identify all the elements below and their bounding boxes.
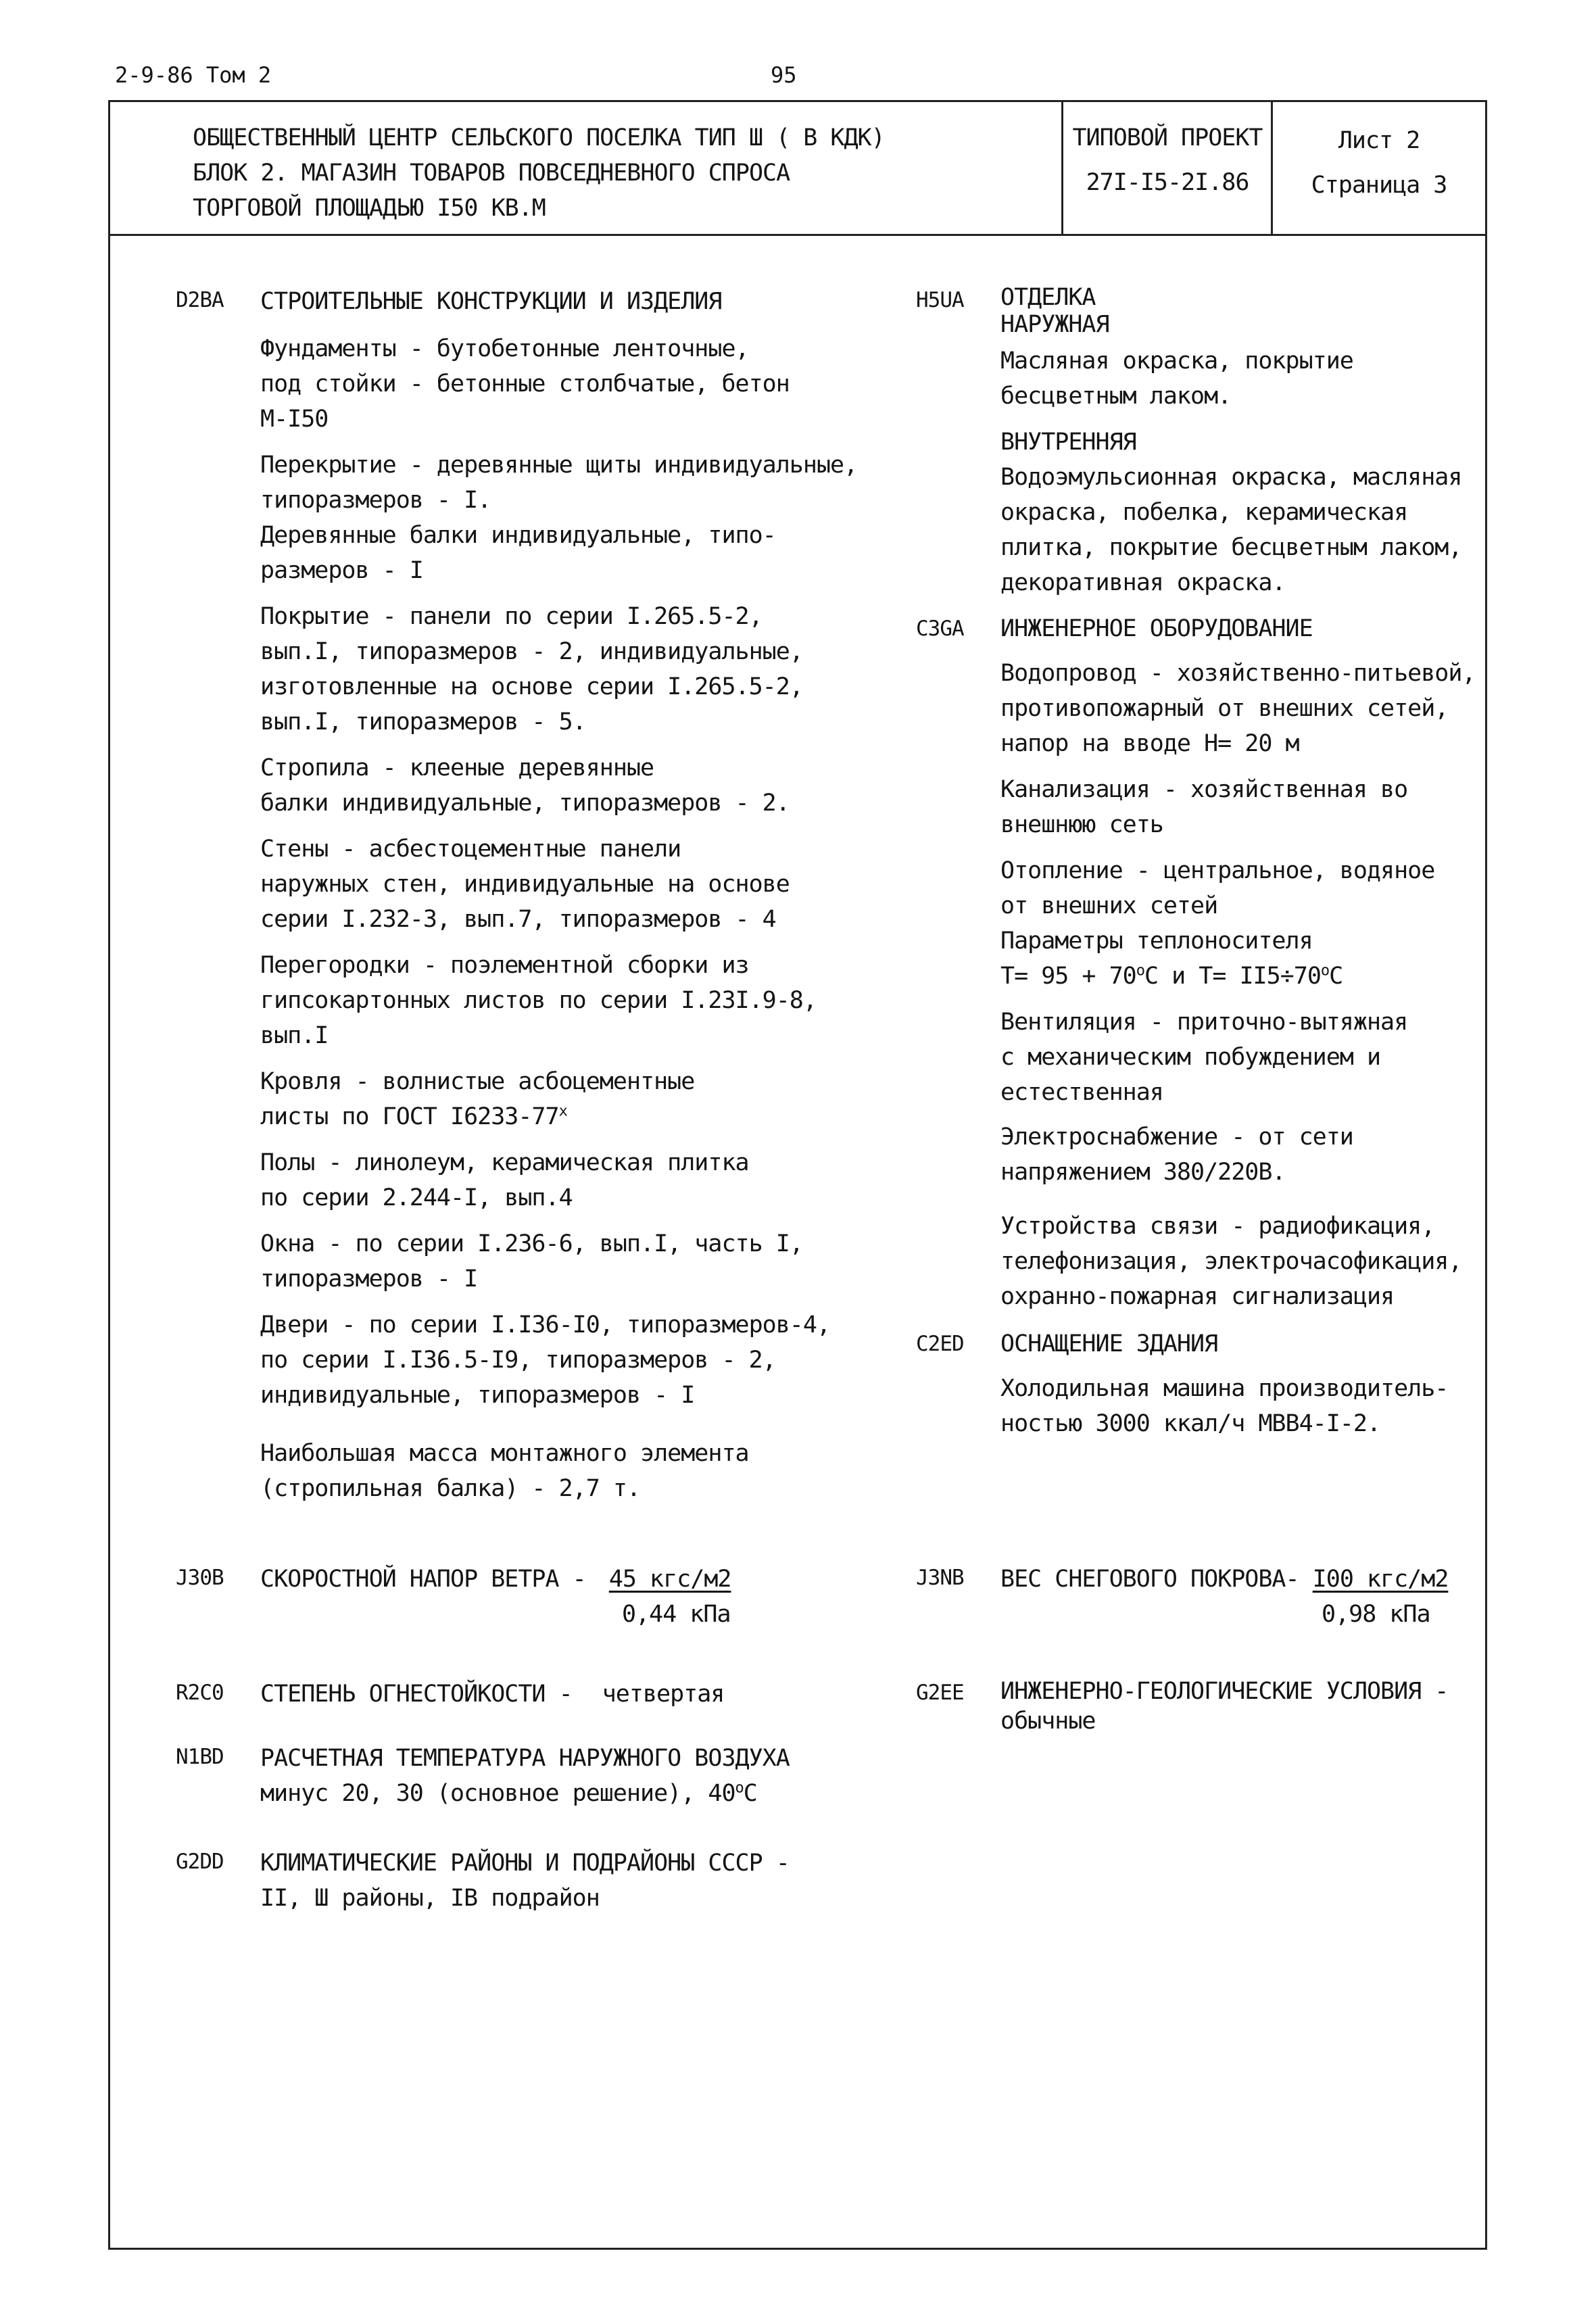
section-heading: ИНЖЕНЕРНОЕ ОБОРУДОВАНИЕ (1000, 615, 1313, 642)
classification-code: G2EE (916, 1681, 964, 1705)
geology-value: обычные (1000, 1708, 1096, 1735)
fire-value: четвертая (602, 1681, 725, 1708)
temperature-value: минус 20, 30 (основное решение), $40^оС$ (260, 1779, 757, 1807)
climate-regions (176, 1845, 892, 1916)
construction-item-beams: Деревянные балки индивидуальные, типо- размеров - I (260, 522, 776, 584)
building-equipment (916, 1326, 1484, 1441)
page-number: 95 (771, 62, 797, 88)
construction-item-walls: Стены - асбестоцементные панели наружных стен, индивидуальные на основе серии I.232-3, вып.7, типоразмеров - 4 (260, 836, 790, 933)
geological-conditions (916, 1676, 1484, 1736)
construction-item-rafters: Стропила - клееные деревянные балки индивидуальные, типоразмеров - 2. (260, 754, 790, 817)
construction-item-windows: Окна - по серии I.236-6, вып.I, часть I, типоразмеров - I (260, 1230, 803, 1293)
snow-value-kpa: 0,98 кПа (1322, 1601, 1430, 1628)
equipment-item-ventilation: Вентиляция - приточно-вытяжная с механическим побуждением и естественная (1000, 1009, 1408, 1106)
header-title-line: ТОРГОВОЙ ПЛОЩАДЬЮ I50 КВ.М (193, 195, 546, 222)
construction-item-partitions: Перегородки - поэлементной сборки из гипсокартонных листов по серии I.23I.9-8, вып.I (260, 952, 817, 1049)
exterior-finish: Масляная окраска, покрытие бесцветным лаком. (1000, 347, 1353, 410)
header-title (193, 120, 1051, 226)
climate-label: КЛИМАТИЧЕСКИЕ РАЙОНЫ И ПОДРАЙОНЫ СССР - (260, 1850, 790, 1877)
classification-code: H5UA (916, 288, 964, 312)
refrigeration-machine: Холодильная машина производитель- ностью 3000 ккал/ч МВВ4-I-2. (1000, 1375, 1449, 1437)
classification-code: G2DD (176, 1850, 224, 1874)
equipment-item-heating: Отопление - центральное, водяное от внешних сетей (1000, 857, 1435, 919)
construction-item-floors: Полы - линолеум, керамическая плитка по серии 2.244-I, вып.4 (260, 1149, 749, 1211)
construction-item-roof-panels: Покрытие - панели по серии I.265.5-2, вып.I, типоразмеров - 2, индивидуальные, изготовленные на основе серии I.265.5-2, вып.I, типоразмеров - 5. (260, 603, 803, 735)
subsection-heading: ВНУТРЕННЯЯ (1000, 429, 1136, 456)
wind-pressure (176, 1562, 892, 1632)
snow-load (916, 1562, 1484, 1632)
classification-code: C2ED (916, 1332, 964, 1356)
construction-item-roofing: Кровля - волнистые асбоцементные листы по ГОСТ $I6233-77^х$ (260, 1064, 906, 1134)
wind-label: СКОРОСТНОЙ НАПОР ВЕТРА - (260, 1566, 586, 1593)
equipment-item-power: Электроснабжение - от сети напряжением 380/220В. (1000, 1124, 1353, 1186)
header-divider (108, 234, 1487, 236)
wind-value-kpa: 0,44 кПа (622, 1601, 731, 1628)
max-element-mass: Наибольшая масса монтажного элемента (стропильная балка) - 2,7 т. (260, 1440, 749, 1502)
header-divider-left (1061, 100, 1063, 234)
section-heading: ОСНАЩЕНИЕ ЗДАНИЯ (1000, 1330, 1218, 1357)
geology-label: ИНЖЕНЕРНО-ГЕОЛОГИЧЕСКИЕ УСЛОВИЯ - (1000, 1678, 1449, 1705)
wind-value: 45 кгс/м2 (608, 1566, 731, 1593)
header-title-line: БЛОК 2. МАГАЗИН ТОВАРОВ ПОВСЕДНЕВНОГО СПРОСА (193, 160, 790, 187)
equipment-item-communications: Устройства связи - радиофикация, телефонизация, электрочасофикация, охранно-пожарная сигнализация (1000, 1213, 1462, 1310)
snow-value: I00 кгс/м2 (1312, 1566, 1449, 1593)
document-reference: 2-9-86 Том 2 (115, 62, 272, 88)
header-divider-right (1271, 100, 1273, 234)
page-label: Страница 3 (1311, 172, 1447, 199)
fire-resistance (176, 1676, 892, 1712)
equipment-item-water: Водопровод - хозяйственно-питьевой, противопожарный от внешних сетей, напор на вводе Н= 20 м (1000, 660, 1476, 757)
interior-finish: Водоэмульсионная окраска, масляная окраска, побелка, керамическая плитка, покрытие бесцветным лаком, декоративная окраска. (1000, 464, 1462, 596)
sheet-number: Лист 2 (1338, 127, 1420, 154)
roofing-standard: листы по ГОСТ $I6233-77^х$ (260, 1103, 567, 1130)
classification-code: J3NB (916, 1566, 964, 1590)
section-heading: СТРОИТЕЛЬНЫЕ КОНСТРУКЦИИ И ИЗДЕЛИЯ (260, 288, 722, 315)
classification-code: J30B (176, 1566, 224, 1590)
classification-code: N1BD (176, 1745, 224, 1769)
classification-code: D2BA (176, 288, 224, 312)
design-temperature (176, 1741, 892, 1811)
project-label: ТИПОВОЙ ПРОЕКТ (1072, 124, 1263, 151)
classification-code: R2C0 (176, 1681, 224, 1705)
equipment-item-sewage: Канализация - хозяйственная во внешнюю сеть (1000, 776, 1408, 838)
section-heading: ОТДЕЛКА (1000, 284, 1096, 311)
construction-item-doors: Двери - по серии I.I36-I0, типоразмеров-4, по серии I.I36.5-I9, типоразмеров - 2, индивидуальные, типоразмеров - I (260, 1311, 831, 1409)
fire-label: СТЕПЕНЬ ОГНЕСТОЙКОСТИ - (260, 1681, 573, 1708)
project-number: 27I-I5-2I.86 (1086, 169, 1249, 196)
subsection-heading: НАРУЖНАЯ (1000, 311, 1109, 338)
classification-code: C3GA (916, 617, 964, 641)
engineering-equipment (916, 611, 1484, 1314)
construction-section (176, 284, 906, 1506)
temperature-label: РАСЧЕТНАЯ ТЕМПЕРАТУРА НАРУЖНОГО ВОЗДУХА (260, 1745, 790, 1772)
finishing-section (916, 284, 1484, 1441)
climate-value: II, Ш районы, IВ подрайон (260, 1885, 600, 1912)
header-title-line: ОБЩЕСТВЕННЫЙ ЦЕНТР СЕЛЬСКОГО ПОСЕЛКА ТИП Ш ( В КДК) (193, 124, 885, 151)
heat-carrier-parameters: Параметры теплоносителя $Т= 95 + 70^оС$ и $Т= II5\div 70^оС$ (1000, 927, 1343, 990)
construction-item-foundations: Фундаменты - бутобетонные ленточные, под стойки - бетонные столбчатые, бетон М-I50 (260, 335, 790, 433)
construction-item-floor-slab: Перекрытие - деревянные щиты индивидуальные, типоразмеров - I. (260, 452, 858, 514)
snow-label: ВЕС СНЕГОВОГО ПОКРОВА- (1000, 1566, 1299, 1593)
